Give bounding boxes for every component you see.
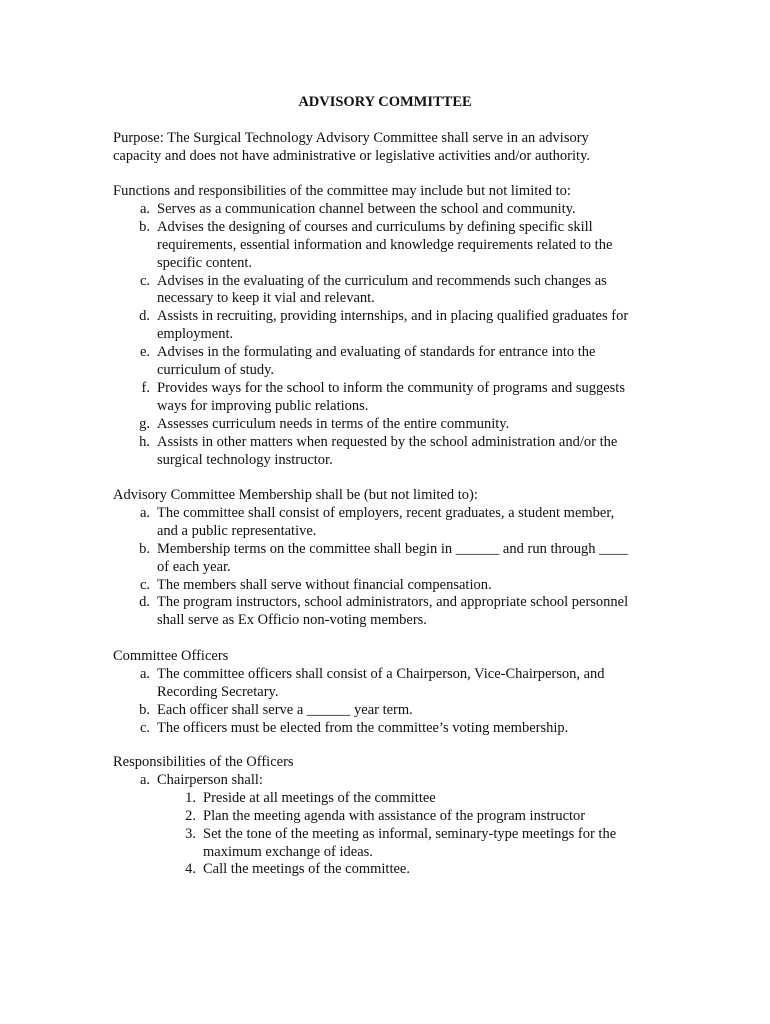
list-marker: c. [139, 576, 150, 593]
list-marker: b. [139, 540, 150, 557]
list-item-text: Advises in the evaluating of the curriculum and recommends such changes as [157, 272, 607, 289]
list-item-text: Each officer shall serve a ______ year term. [157, 701, 413, 718]
page-title: ADVISORY COMMITTEE [298, 94, 472, 110]
list-item [113, 594, 658, 630]
list-marker: f. [141, 379, 150, 396]
sub-list-marker: 3. [185, 825, 196, 842]
list-marker: a. [139, 771, 150, 788]
list-marker: a. [139, 504, 150, 521]
list-item [113, 666, 658, 702]
list-item [113, 702, 658, 720]
list-item [113, 308, 658, 344]
functions-heading: Functions and responsibilities of the committee may include but not limited to: [113, 183, 571, 199]
list-item-text: Assists in recruiting, providing internships, and in placing qualified graduates for [157, 308, 629, 325]
purpose-paragraph [113, 130, 658, 166]
sub-list-marker: 2. [185, 807, 196, 824]
list-item [113, 541, 658, 577]
purpose-line: capacity and does not have administrative or legislative activities and/or authority. [113, 147, 591, 164]
sub-list-item-text: Preside at all meetings of the committee [203, 789, 436, 806]
list-item-text: Assists in other matters when requested by the school administration and/or the [157, 433, 618, 450]
list-item-text: The members shall serve without financial compensation. [157, 576, 492, 593]
list-item-text: Advises the designing of courses and curriculums by defining specific skill [157, 218, 593, 235]
list-item [113, 416, 658, 434]
list-item-text: Serves as a communication channel between the school and community. [157, 200, 576, 217]
sub-list-marker: 4. [185, 861, 196, 878]
purpose-line: Purpose: The Surgical Technology Advisory Committee shall serve in an advisory [113, 130, 589, 146]
list-marker: g. [139, 415, 150, 432]
list-item [113, 219, 658, 273]
sub-list-item [113, 808, 658, 826]
list-item [113, 772, 658, 790]
list-item-text: specific content. [157, 254, 253, 271]
list-marker: a. [139, 665, 150, 682]
sub-list-item [113, 790, 658, 808]
list-item-text: of each year. [157, 558, 231, 575]
list-marker: b. [139, 218, 150, 235]
list-marker: d. [139, 594, 150, 611]
membership-section [113, 487, 658, 630]
list-item [113, 720, 658, 738]
list-item [113, 344, 658, 380]
list-item [113, 577, 658, 595]
list-marker: c. [139, 272, 150, 289]
list-item-text: Assesses curriculum needs in terms of the entire community. [157, 415, 510, 432]
list-item-text: shall serve as Ex Officio non-voting members. [157, 612, 427, 629]
functions-section [113, 183, 658, 470]
list-marker: d. [139, 308, 150, 325]
sub-list-item-text: Call the meetings of the committee. [203, 861, 410, 878]
list-item [113, 201, 658, 219]
responsibilities-section [113, 754, 658, 879]
sub-list-item [113, 826, 658, 862]
list-item-text: Advises in the formulating and evaluating of standards for entrance into the [157, 344, 596, 361]
sub-list-item-text: Set the tone of the meeting as informal, seminary-type meetings for the [203, 825, 617, 842]
sub-list-marker: 1. [185, 789, 196, 806]
list-item-text: The committee shall consist of employers, recent graduates, a student member, [157, 504, 615, 521]
list-item-text: Provides ways for the school to inform the community of programs and suggests [157, 379, 625, 396]
list-item-text: and a public representative. [157, 522, 317, 539]
list-item-text: The officers must be elected from the committee’s voting membership. [157, 719, 569, 736]
list-marker: b. [139, 701, 150, 718]
list-item [113, 380, 658, 416]
sub-list-item-text: maximum exchange of ideas. [203, 843, 373, 860]
list-item-text: ways for improving public relations. [157, 397, 369, 414]
list-item-text: necessary to keep it vial and relevant. [157, 290, 375, 307]
sub-list-item-text: Plan the meeting agenda with assistance of the program instructor [203, 807, 586, 824]
list-item-text: employment. [157, 326, 234, 343]
list-marker: h. [139, 433, 150, 450]
list-item [113, 273, 658, 309]
list-item-text: Chairperson shall: [157, 771, 263, 788]
list-item-text: Recording Secretary. [157, 683, 279, 700]
membership-heading: Advisory Committee Membership shall be (but not limited to): [113, 487, 478, 503]
list-marker: e. [139, 344, 150, 361]
sub-list-item [113, 861, 658, 879]
list-item [113, 434, 658, 470]
list-item-text: Membership terms on the committee shall begin in ______ and run through ____ [157, 540, 629, 557]
list-marker: c. [139, 719, 150, 736]
officers-heading: Committee Officers [113, 648, 229, 664]
list-item [113, 505, 658, 541]
list-item-text: The committee officers shall consist of a Chairperson, Vice-Chairperson, and [157, 665, 605, 682]
list-item-text: requirements, essential information and knowledge requirements related to the [157, 236, 613, 253]
list-item-text: surgical technology instructor. [157, 451, 333, 468]
responsibilities-heading: Responsibilities of the Officers [113, 754, 294, 770]
officers-section [113, 648, 658, 738]
list-item-text: curriculum of study. [157, 362, 275, 379]
list-marker: a. [139, 200, 150, 217]
list-item-text: The program instructors, school administrators, and appropriate school personnel [157, 594, 629, 611]
